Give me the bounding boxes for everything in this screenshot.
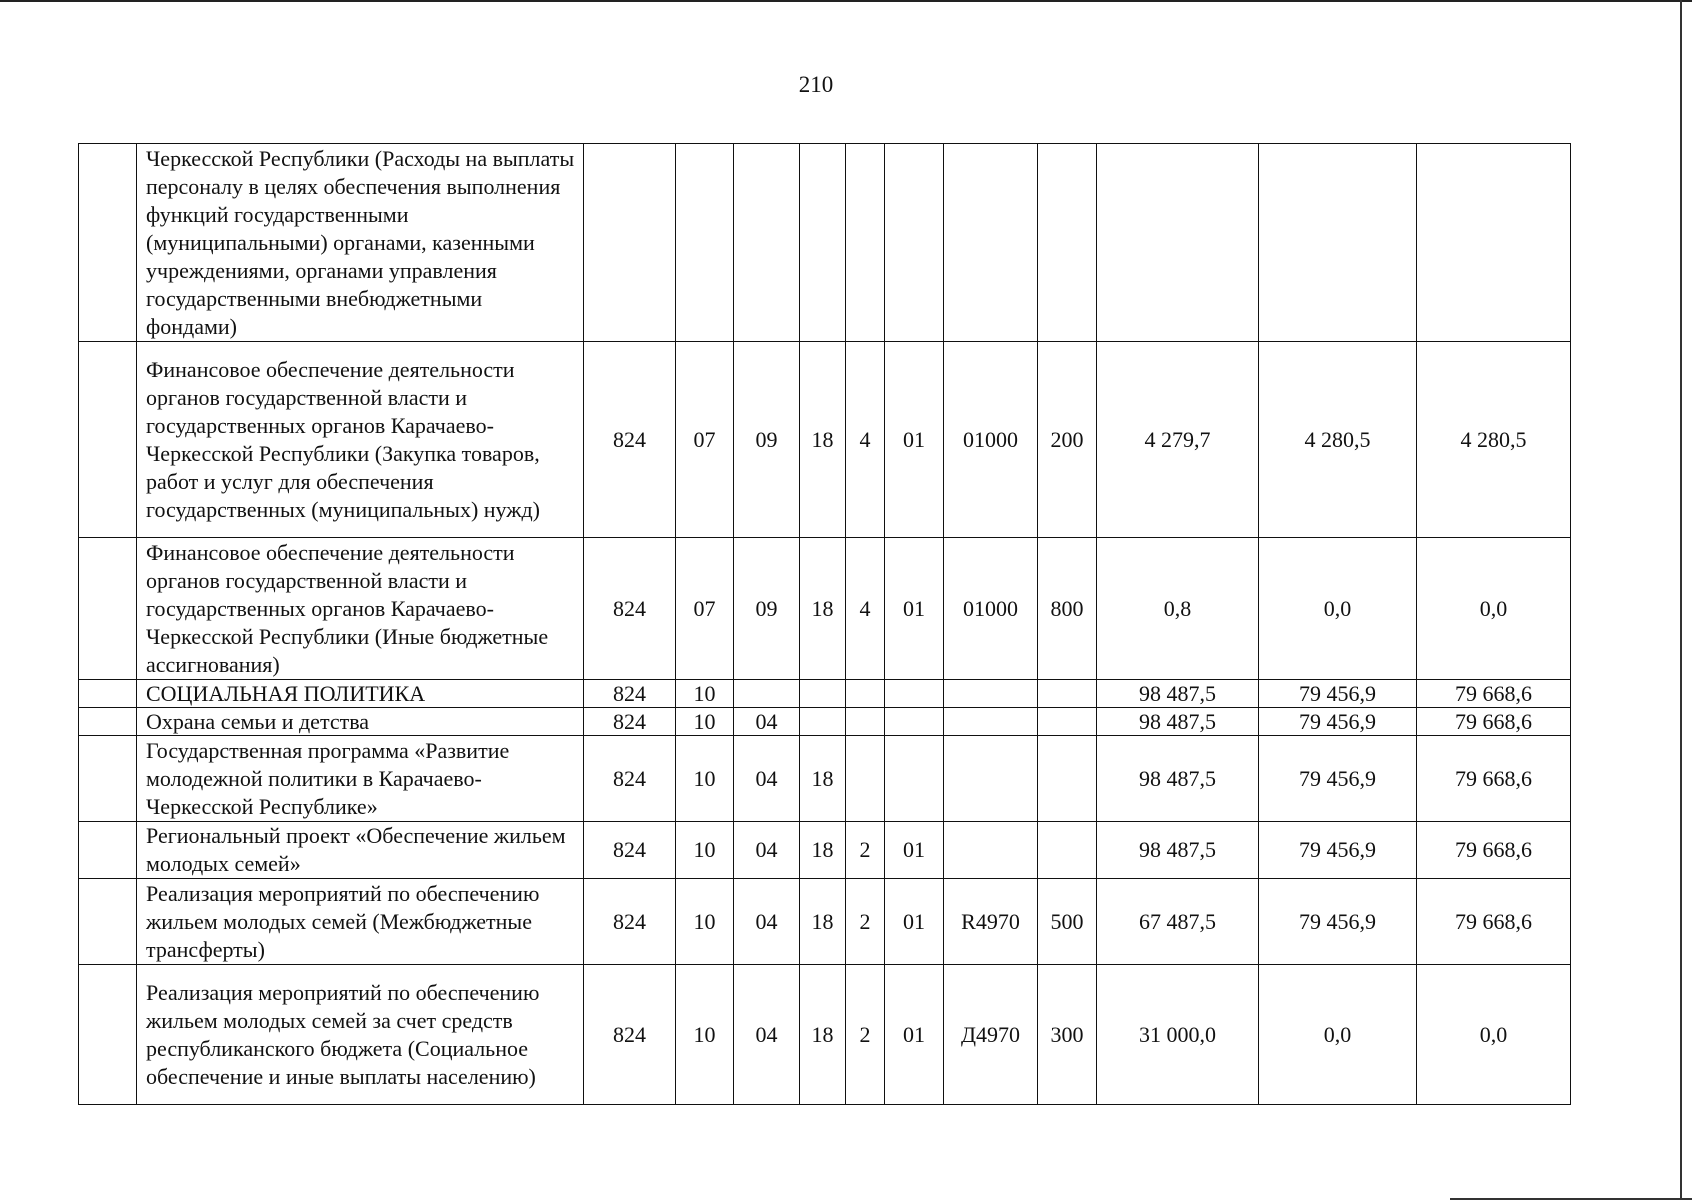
cell-expense-type — [1038, 822, 1097, 879]
cell-subprogram: 2 — [846, 879, 885, 965]
cell-grbs: 824 — [584, 822, 676, 879]
cell-program: 18 — [800, 822, 846, 879]
cell-direction — [944, 708, 1038, 736]
cell-amount-year-2: 79 456,9 — [1259, 708, 1417, 736]
cell-grbs: 824 — [584, 879, 676, 965]
cell-grbs — [584, 144, 676, 342]
cell-direction: 01000 — [944, 342, 1038, 538]
table-row — [79, 680, 1571, 708]
table-row — [79, 965, 1571, 1105]
cell-amount-year-1: 67 487,5 — [1097, 879, 1259, 965]
cell-subprogram: 4 — [846, 538, 885, 680]
cell-index — [79, 708, 137, 736]
cell-subsection — [734, 680, 800, 708]
cell-event: 01 — [885, 538, 944, 680]
cell-amount-year-3: 79 668,6 — [1417, 736, 1571, 822]
cell-index — [79, 736, 137, 822]
cell-amount-year-2: 79 456,9 — [1259, 680, 1417, 708]
cell-program: 18 — [800, 342, 846, 538]
cell-index — [79, 879, 137, 965]
cell-amount-year-2: 0,0 — [1259, 538, 1417, 680]
cell-amount-year-2: 79 456,9 — [1259, 736, 1417, 822]
cell-expense-type — [1038, 736, 1097, 822]
cell-amount-year-3: 79 668,6 — [1417, 708, 1571, 736]
cell-subsection: 04 — [734, 736, 800, 822]
cell-amount-year-2: 79 456,9 — [1259, 879, 1417, 965]
page-number: 210 — [798, 72, 834, 97]
cell-index — [79, 342, 137, 538]
cell-name: Финансовое обеспечение деятельности органов государственной власти и государственных органов Карачаево-Черкесской Республики (Закупка товаров, работ и услуг для обеспечения государственных (муниципальных) нужд) — [137, 342, 584, 538]
cell-subprogram — [846, 736, 885, 822]
cell-section — [676, 144, 734, 342]
cell-amount-year-1: 31 000,0 — [1097, 965, 1259, 1105]
cell-program — [800, 144, 846, 342]
scan-edge-right — [1680, 0, 1682, 1200]
cell-amount-year-1: 4 279,7 — [1097, 342, 1259, 538]
cell-event: 01 — [885, 822, 944, 879]
cell-grbs: 824 — [584, 680, 676, 708]
cell-direction: R4970 — [944, 879, 1038, 965]
cell-section: 10 — [676, 822, 734, 879]
cell-program: 18 — [800, 879, 846, 965]
cell-expense-type — [1038, 680, 1097, 708]
table-body — [79, 144, 1571, 1105]
cell-event: 01 — [885, 879, 944, 965]
cell-subsection: 04 — [734, 708, 800, 736]
cell-grbs: 824 — [584, 538, 676, 680]
cell-index — [79, 144, 137, 342]
cell-program: 18 — [800, 538, 846, 680]
cell-section: 10 — [676, 879, 734, 965]
cell-amount-year-3: 79 668,6 — [1417, 822, 1571, 879]
budget-table — [78, 143, 1571, 1105]
cell-subsection: 09 — [734, 342, 800, 538]
cell-expense-type: 800 — [1038, 538, 1097, 680]
cell-section: 10 — [676, 965, 734, 1105]
cell-amount-year-1: 98 487,5 — [1097, 680, 1259, 708]
cell-direction — [944, 822, 1038, 879]
cell-subprogram: 2 — [846, 822, 885, 879]
cell-grbs: 824 — [584, 736, 676, 822]
cell-name: Региональный проект «Обеспечение жильем молодых семей» — [137, 822, 584, 879]
cell-amount-year-2 — [1259, 144, 1417, 342]
cell-subsection — [734, 144, 800, 342]
cell-amount-year-3: 0,0 — [1417, 965, 1571, 1105]
table-row — [79, 538, 1571, 680]
cell-grbs: 824 — [584, 965, 676, 1105]
cell-expense-type — [1038, 708, 1097, 736]
cell-expense-type: 500 — [1038, 879, 1097, 965]
cell-name: Реализация мероприятий по обеспечению жильем молодых семей за счет средств республиканского бюджета (Социальное обеспечение и иные выплаты населению) — [137, 965, 584, 1105]
cell-expense-type: 300 — [1038, 965, 1097, 1105]
cell-subsection: 04 — [734, 965, 800, 1105]
cell-amount-year-1 — [1097, 144, 1259, 342]
cell-name: Государственная программа «Развитие молодежной политики в Карачаево-Черкесской Республике» — [137, 736, 584, 822]
cell-subprogram — [846, 144, 885, 342]
cell-event — [885, 144, 944, 342]
cell-amount-year-2: 0,0 — [1259, 965, 1417, 1105]
cell-event — [885, 680, 944, 708]
cell-index — [79, 965, 137, 1105]
cell-amount-year-3: 4 280,5 — [1417, 342, 1571, 538]
table-row — [79, 822, 1571, 879]
cell-section: 10 — [676, 736, 734, 822]
cell-amount-year-3: 79 668,6 — [1417, 879, 1571, 965]
cell-subprogram — [846, 708, 885, 736]
cell-event: 01 — [885, 342, 944, 538]
cell-name: Охрана семьи и детства — [137, 708, 584, 736]
cell-direction — [944, 680, 1038, 708]
cell-name: СОЦИАЛЬНАЯ ПОЛИТИКА — [137, 680, 584, 708]
cell-grbs: 824 — [584, 342, 676, 538]
cell-section: 10 — [676, 708, 734, 736]
cell-direction — [944, 144, 1038, 342]
cell-amount-year-1: 0,8 — [1097, 538, 1259, 680]
cell-program: 18 — [800, 736, 846, 822]
cell-program: 18 — [800, 965, 846, 1105]
cell-name: Реализация мероприятий по обеспечению жильем молодых семей (Межбюджетные трансферты) — [137, 879, 584, 965]
cell-direction — [944, 736, 1038, 822]
cell-expense-type — [1038, 144, 1097, 342]
cell-section: 07 — [676, 538, 734, 680]
cell-index — [79, 538, 137, 680]
cell-name: Финансовое обеспечение деятельности органов государственной власти и государственных органов Карачаево-Черкесской Республики (Иные бюджетные ассигнования) — [137, 538, 584, 680]
cell-direction: 01000 — [944, 538, 1038, 680]
table-row — [79, 144, 1571, 342]
cell-grbs: 824 — [584, 708, 676, 736]
cell-section: 07 — [676, 342, 734, 538]
cell-event: 01 — [885, 965, 944, 1105]
cell-program — [800, 680, 846, 708]
cell-amount-year-1: 98 487,5 — [1097, 708, 1259, 736]
cell-subprogram — [846, 680, 885, 708]
cell-subsection: 04 — [734, 822, 800, 879]
table-row — [79, 879, 1571, 965]
cell-direction: Д4970 — [944, 965, 1038, 1105]
cell-subsection: 09 — [734, 538, 800, 680]
cell-index — [79, 822, 137, 879]
cell-amount-year-2: 4 280,5 — [1259, 342, 1417, 538]
cell-amount-year-2: 79 456,9 — [1259, 822, 1417, 879]
table-row — [79, 736, 1571, 822]
scan-edge-top — [0, 0, 1692, 2]
table-row — [79, 342, 1571, 538]
cell-amount-year-1: 98 487,5 — [1097, 736, 1259, 822]
cell-section: 10 — [676, 680, 734, 708]
cell-amount-year-1: 98 487,5 — [1097, 822, 1259, 879]
cell-subprogram: 2 — [846, 965, 885, 1105]
cell-program — [800, 708, 846, 736]
cell-subsection: 04 — [734, 879, 800, 965]
cell-subprogram: 4 — [846, 342, 885, 538]
cell-amount-year-3: 79 668,6 — [1417, 680, 1571, 708]
table-row — [79, 708, 1571, 736]
cell-amount-year-3 — [1417, 144, 1571, 342]
cell-amount-year-3: 0,0 — [1417, 538, 1571, 680]
cell-event — [885, 708, 944, 736]
cell-expense-type: 200 — [1038, 342, 1097, 538]
cell-name: Черкесской Республики (Расходы на выплаты персоналу в целях обеспечения выполнения функций государственными (муниципальными) органами, казенными учреждениями, органами управления государственными внебюджетными фондами) — [137, 144, 584, 342]
cell-index — [79, 680, 137, 708]
cell-event — [885, 736, 944, 822]
